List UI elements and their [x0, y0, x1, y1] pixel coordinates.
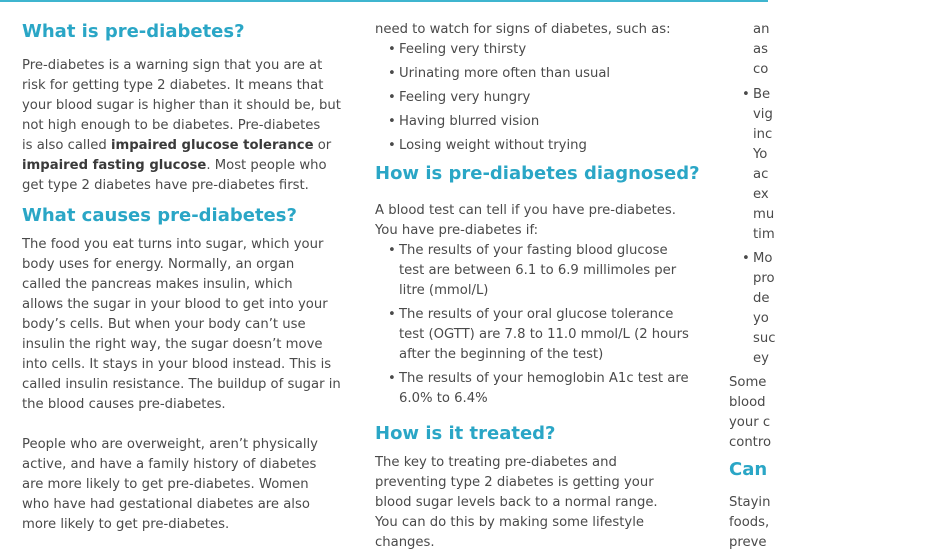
text-line: co	[753, 62, 769, 77]
list-item-text: mu	[753, 207, 775, 222]
list-item-text: ex	[753, 187, 769, 202]
list-item-text: • Mo	[753, 251, 773, 266]
text-line	[22, 156, 342, 176]
paragraph-what-is	[22, 56, 342, 196]
text-fragment-block	[753, 20, 769, 80]
list-item	[375, 305, 689, 365]
list-item-text: test (OGTT) are 7.8 to 11.0 mmol/L (2 hours	[399, 327, 689, 342]
list-item-text: tim	[753, 227, 775, 242]
list-item-text: suc	[753, 331, 776, 346]
list-item-text: • Urinating more often than usual	[399, 66, 611, 81]
list-item-text: yo	[753, 311, 769, 326]
list-item-text: litre (mmol/L)	[399, 283, 489, 298]
text-line: blood sugar levels back to a normal range.	[375, 495, 658, 510]
text-run: is also called	[22, 138, 111, 153]
paragraph-risk	[22, 435, 342, 535]
text-fragment-block	[729, 373, 771, 453]
list-item-text: • Having blurred vision	[399, 114, 540, 129]
text-line: need to watch for signs of diabetes, such as:	[375, 22, 671, 37]
heading-what-is-prediabetes: What is pre-diabetes?	[22, 21, 245, 42]
text-line: insulin the right way, the sugar doesn’t move	[22, 337, 323, 352]
text-line: an	[753, 22, 770, 37]
text-line: Pre-diabetes is a warning sign that you are at	[22, 58, 323, 73]
paragraph-causes	[22, 235, 342, 415]
diagnosis-list	[375, 241, 689, 409]
text-line: who have had gestational diabetes are also	[22, 497, 310, 512]
list-item	[375, 136, 610, 160]
text-line: allows the sugar in your blood to get into your	[22, 297, 328, 312]
text-line: more likely to get pre-diabetes.	[22, 517, 230, 532]
heading-how-diagnosed: How is pre-diabetes diagnosed?	[375, 163, 700, 184]
text-line: changes.	[375, 535, 435, 550]
bold-term: impaired glucose tolerance	[110, 138, 314, 153]
text-line: your blood sugar is higher than it should be, but	[22, 98, 341, 113]
signs-intro	[375, 20, 671, 40]
heading-can-fragment: Can	[729, 459, 768, 480]
text-line: The food you eat turns into sugar, which your	[22, 237, 324, 252]
text-line: called the pancreas makes insulin, which	[22, 277, 293, 292]
list-item-text: • The results of your fasting blood glucose	[399, 243, 668, 258]
heading-what-causes: What causes pre-diabetes?	[22, 205, 297, 226]
text-line: blood	[729, 395, 766, 410]
text-line: Stayin	[729, 495, 771, 510]
text-line: body’s cells. But when your body can’t use	[22, 317, 306, 332]
text-line	[22, 136, 342, 156]
list-item	[375, 88, 610, 112]
top-rule	[0, 0, 768, 2]
text-line: The key to treating pre-diabetes and	[375, 455, 617, 470]
text-line: You have pre-diabetes if:	[375, 223, 539, 238]
list-item	[375, 112, 610, 136]
paragraph-diagnosis	[375, 201, 676, 241]
text-line: get type 2 diabetes have pre-diabetes first.	[22, 178, 309, 193]
text-line: the blood causes pre-diabetes.	[22, 397, 226, 412]
bold-term: impaired fasting glucose	[22, 158, 207, 173]
list-item-text: • Feeling very thirsty	[399, 42, 527, 57]
text-line: as	[753, 42, 768, 57]
list-item-text: inc	[753, 127, 773, 142]
column-3-clip	[729, 0, 776, 550]
list-item-text: • The results of your hemoglobin A1c test are	[399, 371, 689, 386]
text-line: A blood test can tell if you have pre-diabetes.	[375, 203, 676, 218]
text-line: not high enough to be diabetes. Pre-diabetes	[22, 118, 321, 133]
list-item-text: pro	[753, 271, 775, 286]
text-line: risk for getting type 2 diabetes. It means that	[22, 78, 324, 93]
text-line: body uses for energy. Normally, an organ	[22, 257, 295, 272]
text-line: into cells. It stays in your blood instead. This is	[22, 357, 332, 372]
text-line: active, and have a family history of diabetes	[22, 457, 317, 472]
list-item-text: • Feeling very hungry	[399, 90, 531, 105]
text-line: You can do this by making some lifestyle	[375, 515, 645, 530]
text-line: your c	[729, 415, 771, 430]
list-item	[375, 64, 610, 88]
text-line: Some	[729, 375, 767, 390]
text-run: or	[313, 138, 332, 153]
list-item-text: ac	[753, 167, 769, 182]
list-item-text: after the beginning of the test)	[399, 347, 604, 362]
list-item-text: Yo	[753, 147, 768, 162]
text-line: preve	[729, 535, 767, 550]
list-item	[375, 369, 689, 409]
list-item-text: vig	[753, 107, 773, 122]
list-item-text: • The results of your oral glucose tolerance	[399, 307, 674, 322]
text-line: preventing type 2 diabetes is getting your	[375, 475, 654, 490]
text-line: are more likely to get pre-diabetes. Women	[22, 477, 309, 492]
paragraph-treatment	[375, 453, 658, 553]
list-item-text: • Be	[753, 87, 771, 102]
text-line: People who are overweight, aren’t physically	[22, 437, 318, 452]
signs-list	[375, 40, 610, 160]
text-run: . Most people who	[206, 158, 327, 173]
text-line: called insulin resistance. The buildup of sugar in	[22, 377, 341, 392]
list-item-text: de	[753, 291, 770, 306]
list-item-text: ey	[753, 351, 769, 366]
list-item-text: test are between 6.1 to 6.9 millimoles per	[399, 263, 677, 278]
list-item	[375, 241, 689, 301]
list-item	[729, 249, 775, 369]
list-item	[729, 85, 775, 245]
list-item-text: 6.0% to 6.4%	[399, 391, 488, 406]
list-item	[375, 40, 610, 64]
text-line: contro	[729, 435, 772, 450]
heading-how-treated: How is it treated?	[375, 423, 556, 444]
text-line: foods,	[729, 515, 770, 530]
list-item-text: • Losing weight without trying	[399, 138, 587, 153]
text-fragment-block	[729, 493, 770, 553]
